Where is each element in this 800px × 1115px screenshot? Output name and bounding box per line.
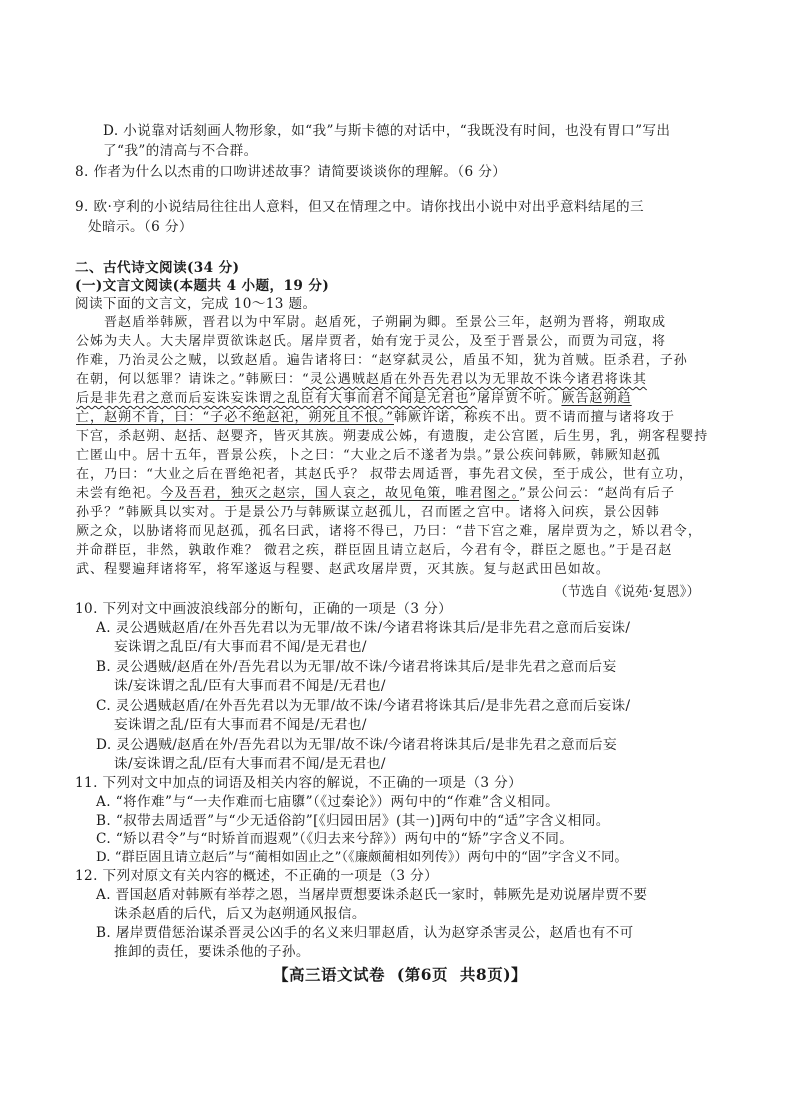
question-12-option-b: B. 屠岸贾借惩治谋杀晋灵公凶手的名义来归罪赵盾，认为赵穿杀害灵公，赵盾也有不可 [96,925,634,941]
footer-title: 【高三语文试卷 [272,965,385,984]
question-11-option-a: A. “将作难”与“一夫作难而七庙隳”（《过秦论》）两句中的“作难”含义相同。 [96,794,560,810]
passage-source: （节选自《说苑·复恩》） [553,584,700,600]
option-d-line1: D. 小说靠对话刻画人物形象，如“我”与斯卡德的对话中，“我既没有时间，也没有胃口”写出 [103,123,671,139]
passage-line: 孙乎？”韩厥具以实对。于是景公乃与韩厥谋立赵孤儿，召而匿之宫中。诸将入问疾，景公因韩 [76,505,660,520]
passage-text: 屠岸贾不听。 [477,391,562,406]
question-10-option-a: A. 灵公遇贼赵盾/在外吾先君以为无罪/故不诛/今诸君将诛其后/是非先君之意而后妄诛/ [96,620,631,636]
passage-line: 厥之众，以胁诸将而见赵孤，孤名曰武，诸将不得已，乃曰：“昔下宫之难，屠岸贾为之，矫以君令， [76,524,702,539]
section-title: 二、古代诗文阅读(34 分) [75,260,240,276]
question-10-option-b: 诛/妄诛谓之乱/臣有大事而君不闻是/无君也/ [114,678,386,694]
passage-text: 韩厥许诺，称疾不出。贾不请而擅与诸将攻于 [394,410,676,425]
passage-line: 公姊为夫人。大夫屠岸贾欲诛赵氏。屠岸贾者，始有宠于灵公，及至于晋景公，而贾为司寇，将 [76,334,667,349]
question-12-option-a: A. 晋国赵盾对韩厥有举荐之恩，当屠岸贾想要诛杀赵氏一家时，韩厥先是劝说屠岸贾不要 [96,887,648,903]
question-9-line2: 处暗示。（6 分） [88,219,193,235]
page-footer [0,963,800,985]
question-10-stem: 10. 下列对文中画波浪线部分的断句，正确的一项是（3 分） [75,601,453,617]
passage-line: 晋赵盾举韩厥，晋君以为中军尉。赵盾死，子朔嗣为卿。至景公三年，赵朔为晋将，朔取成 [104,315,667,330]
footer-total: 共8页)】 [459,965,528,984]
passage-text: ”景公问云：“赵尚有后子 [519,486,676,501]
question-11-option-b: B. “叔带去周适晋”与“少无适俗韵”[《归园田居》(其一)]两句中的“适”字含义相同。 [96,813,610,829]
underlined-text: 今及吾君，独灭之赵宗，国人哀之，故见龟策，唯君图之。 [160,486,520,501]
passage-line: 亡匿山中。居十五年，晋景公疾，卜之曰：“大业之后不遂者为祟。”景公疾问韩厥，韩厥知赵孤 [76,448,661,463]
question-10-option-d: D. 灵公遇贼/赵盾在外/吾先君以为无罪/故不诛/今诸君将诛其后/是非先君之意而后妄 [96,737,617,753]
underlined-text: 亡，赵朔不肯，曰：“子必不绝赵祀，朔死且不恨。” [76,410,394,425]
passage-line [76,485,675,503]
question-12-stem: 12. 下列对原文有关内容的概述，不正确的一项是（3 分） [75,868,439,884]
wavy-underlined-text: 后是非先君之意而后妄诛妄诛谓之乱臣有大事而君不闻是无君也” [76,391,478,406]
passage-line: 作难，乃治灵公之贼，以致赵盾。遍告诸将曰：“赵穿弑灵公，盾虽不知，犹为首贼。臣杀君，子孙 [76,353,688,368]
question-8: 8. 作者为什么以杰甫的口吻讲述故事？请简要谈谈你的理解。（6 分） [75,164,507,180]
passage-line: 武、程婴遍拜诸将军，将军遂返与程婴、赵武攻屠岸贾，灭其族。复与赵武田邑如故。 [76,562,610,577]
question-9-line1: 9. 欧·亨利的小说结局往往出人意料，但又在情理之中。请你找出小说中对出乎意料结尾的三 [75,199,644,215]
question-10-option-c: C. 灵公遇贼赵盾/在外吾先君以为无罪/故不诛/今诸君将诛其后/是非先君之意而后妄诛/ [96,698,631,714]
underlined-text: 厥告赵朔趋 [561,391,632,406]
wavy-underlined-text: “灵公遇贼赵盾在外吾先君以为无罪故不诛今诸君将诛其 [302,372,647,387]
passage-text: 在朝，何以惩罪？请诛之。”韩厥曰： [76,372,302,387]
passage-line [76,390,632,408]
option-d-line2: 了“我”的清高与不合群。 [103,143,258,159]
section-instruction: 阅读下面的文言文，完成 10～13 题。 [75,296,317,312]
question-10-option-d: 诛/妄诛谓之乱/臣有大事而君不闻/是无君也/ [114,756,386,772]
passage-line: 并命群臣，非然，孰敢作难？ 微君之疾，群臣固且请立赵后，今君有令，群臣之愿也。”于是召赵 [76,543,673,558]
question-10-option-b: B. 灵公遇贼/赵盾在外/吾先君以为无罪/故不诛/今诸君将诛其后/是非先君之意而后妄 [96,659,617,675]
question-10-option-a: 妄诛谓之乱臣/有大事而君不闻/是无君也/ [114,639,367,655]
question-12-option-b: 推卸的责任，要诛杀他的子孙。 [114,944,310,960]
passage-line: 在，乃曰：“大业之后在晋绝祀者，其赵氏乎？ 叔带去周适晋，事先君文侯，至于成公，世有立功， [76,467,694,482]
passage-text: 未尝有绝祀。 [76,486,161,501]
passage-line [76,371,647,389]
footer-page: (第6页 [396,965,448,984]
question-12-option-a: 诛杀赵盾的后代，后又为赵朔通风报信。 [114,906,366,922]
question-11-option-d: D. “群臣固且请立赵后”与“蔺相如固止之”（《廉颇蔺相如列传》）两句中的“固”字含义不同。 [96,850,628,865]
passage-line [76,409,675,427]
question-11-option-c: C. “矫以君令”与“时矫首而遐观”（《归去来兮辞》）两句中的“矫”字含义不同。 [96,831,574,847]
passage-line: 下宫，杀赵朔、赵括、赵婴齐，皆灭其族。朔妻成公姊，有遗腹，走公宫匿，后生男，乳，朔客程婴持 [76,429,709,444]
question-11-stem: 11. 下列对文中加点的词语及相关内容的解说，不正确的一项是（3 分） [75,775,523,791]
question-10-option-c: 妄诛谓之乱/臣有大事而君不闻是/无君也/ [114,717,367,733]
section-subtitle: (一)文言文阅读(本题共 4 小题，19 分) [75,278,330,294]
